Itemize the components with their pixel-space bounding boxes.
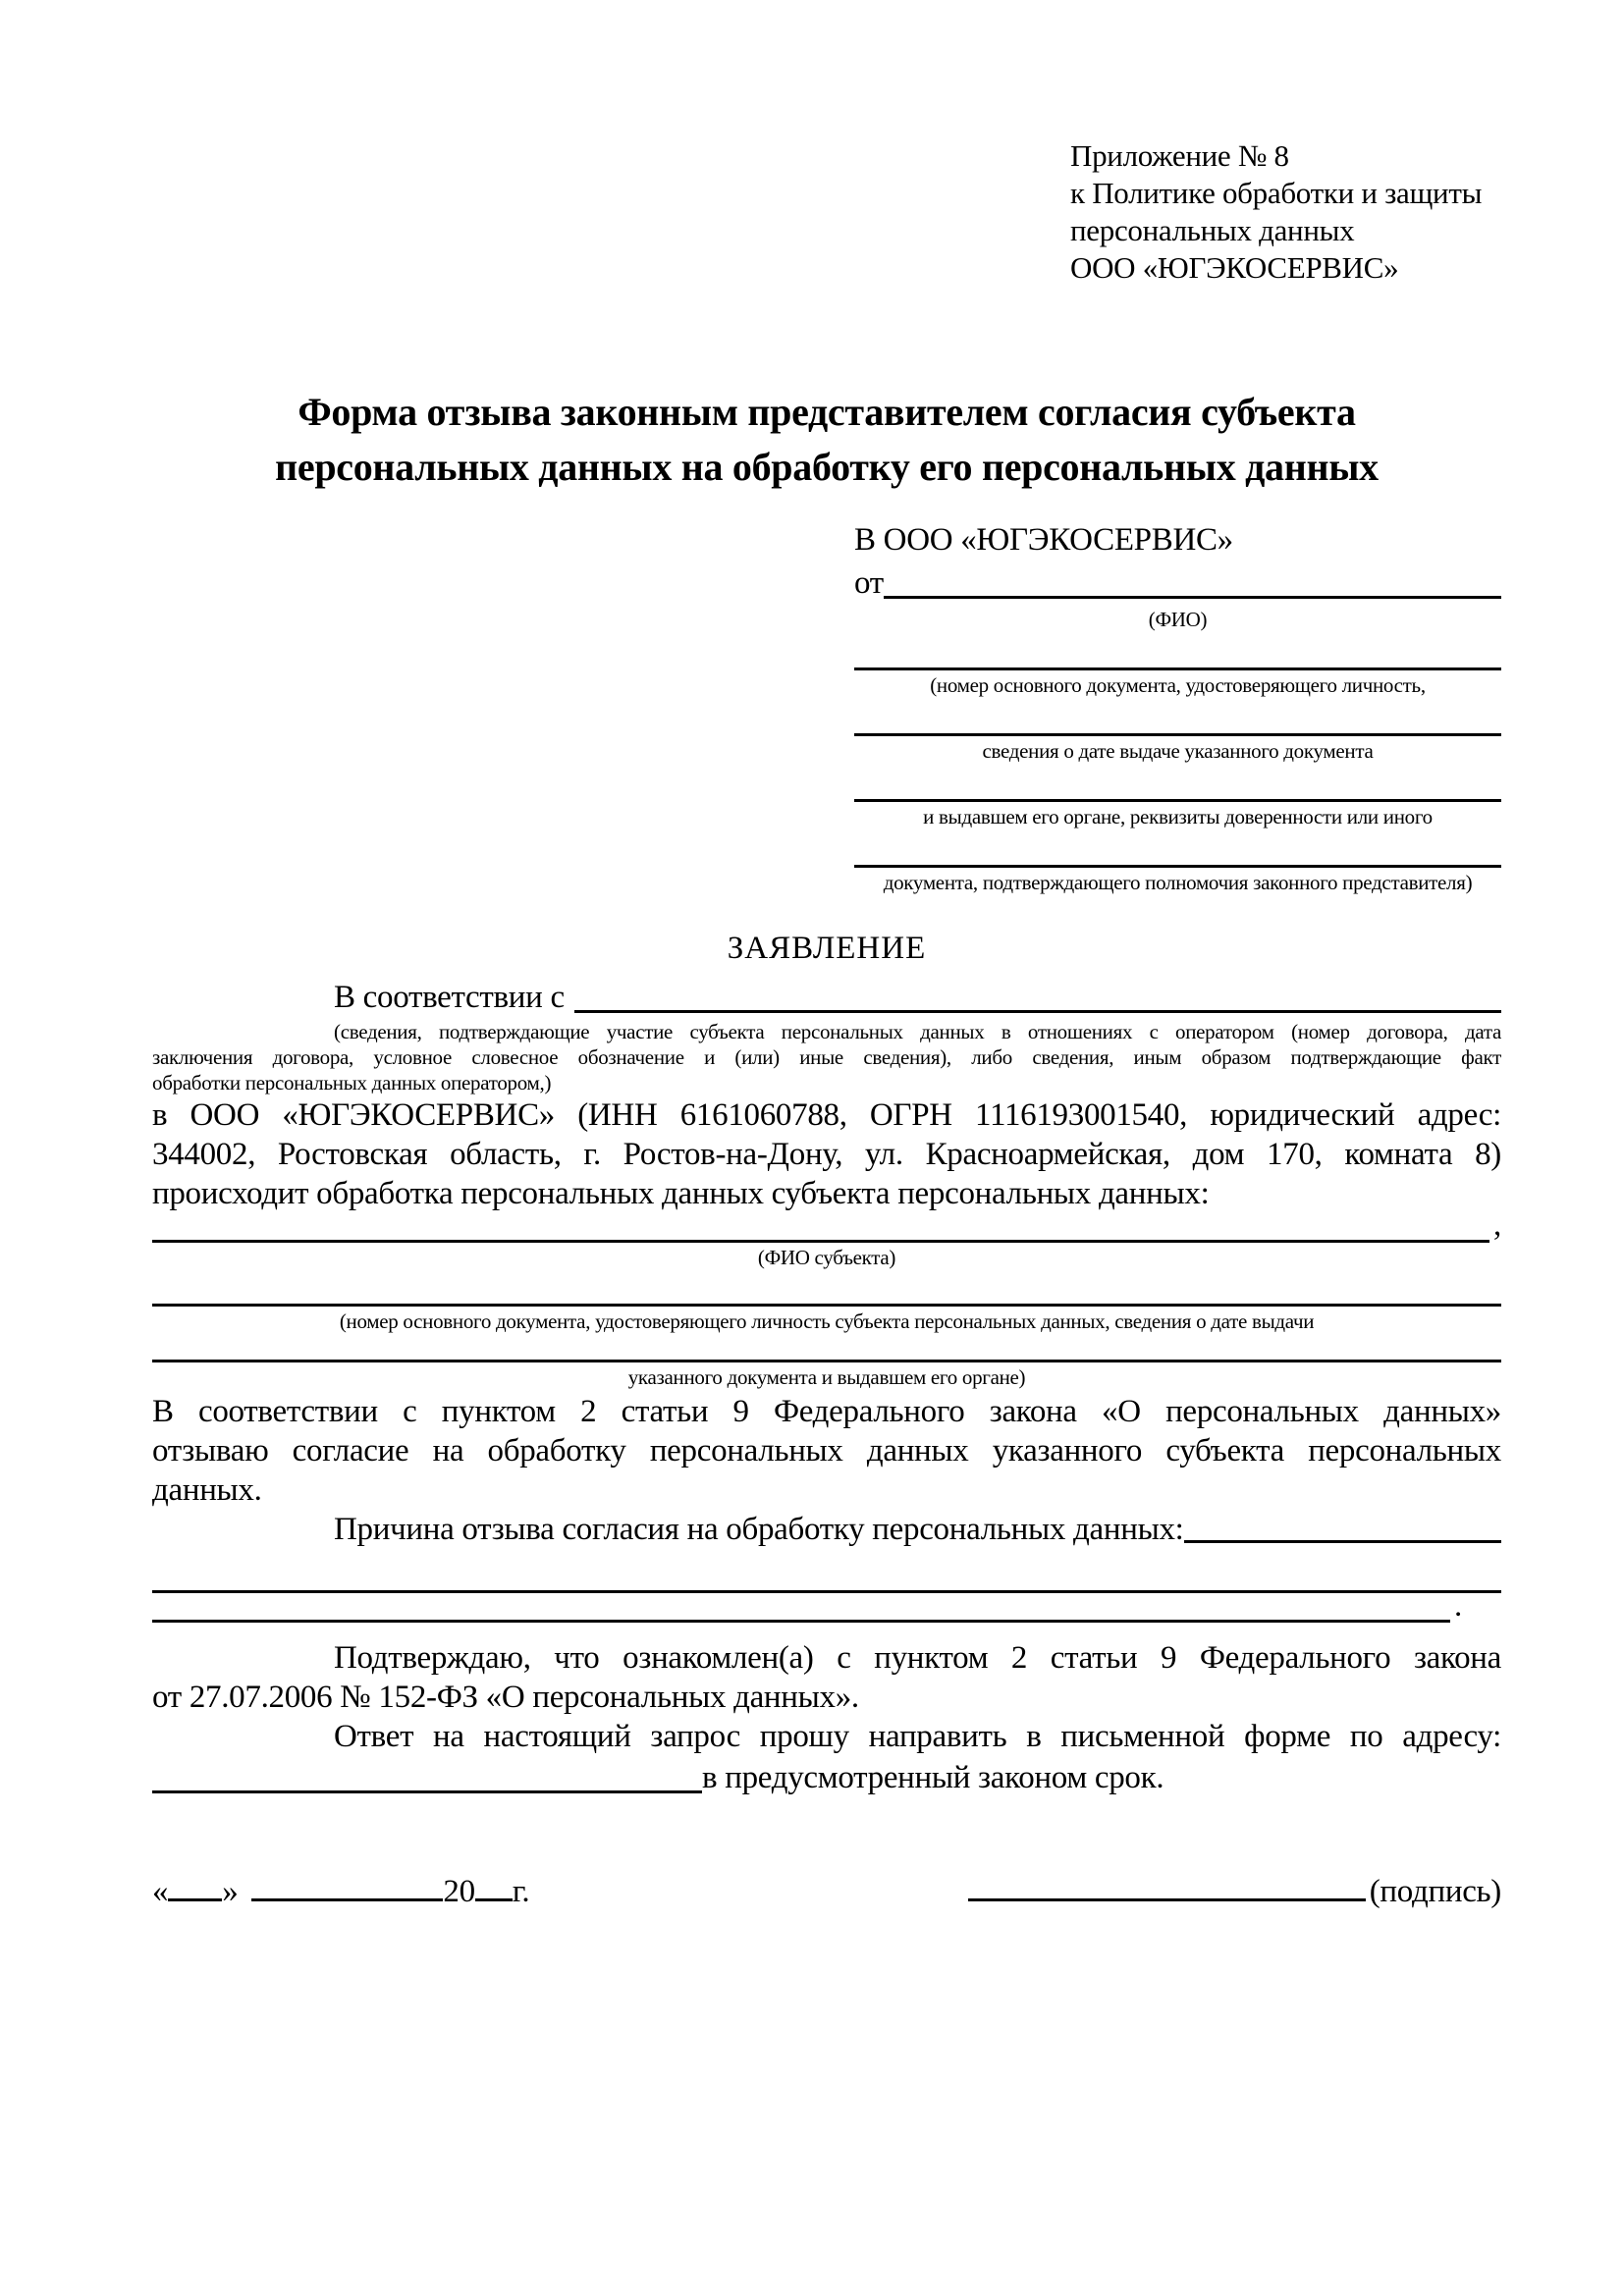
reply-address-row bbox=[152, 1756, 1501, 1799]
date-month-blank bbox=[251, 1898, 443, 1901]
subject-fio-caption: (ФИО субъекта) bbox=[757, 1246, 896, 1269]
withdrawal-paragraph-line: данных. bbox=[152, 1472, 262, 1508]
fio-caption: (ФИО) bbox=[1148, 608, 1208, 631]
accordance-label: В соответствии с bbox=[334, 980, 565, 1015]
doc-blank-line bbox=[854, 766, 1501, 802]
doc-caption: и выдавшем его органе, реквизиты доверенности или иного bbox=[923, 805, 1433, 828]
blank-line-terminator: . bbox=[1454, 1588, 1462, 1624]
doc-caption: документа, подтверждающего полномочия законного представителя) bbox=[883, 871, 1473, 894]
addressee-block bbox=[854, 518, 1501, 897]
acknowledge-paragraph-line: Подтверждаю, что ознакомлен(а) с пунктом 2 статьи 9 Федерального закона bbox=[334, 1640, 1501, 1676]
subject-doc-blank-line bbox=[152, 1336, 1501, 1362]
doc-caption: (номер основного документа, удостоверяющего личность, bbox=[930, 673, 1426, 697]
withdrawal-paragraph bbox=[152, 1392, 1501, 1510]
acknowledge-paragraph-line: от 27.07.2006 № 152-ФЗ «О персональных данных». bbox=[152, 1680, 859, 1715]
subject-trailing-comma: , bbox=[1493, 1207, 1501, 1243]
reason-label: Причина отзыва согласия на обработку персональных данных: bbox=[334, 1512, 1184, 1547]
appendix-header-line: Приложение № 8 bbox=[1070, 138, 1289, 173]
date-quote-open: « bbox=[152, 1874, 169, 1909]
from-label: от bbox=[854, 565, 884, 601]
doc-blank-line bbox=[854, 700, 1501, 736]
subject-doc-caption: указанного документа и выдавшем его органе) bbox=[627, 1365, 1026, 1389]
explanatory-note bbox=[152, 1019, 1501, 1095]
date-year-blank bbox=[475, 1898, 513, 1901]
subject-doc-caption: (номер основного документа, удостоверяющего личность субъекта персональных данных, сведения о дате выдачи bbox=[339, 1309, 1315, 1333]
doc-blank-line bbox=[854, 831, 1501, 868]
reason-blank-line-ending bbox=[152, 1588, 1501, 1624]
appendix-header bbox=[1070, 137, 1501, 287]
statement-heading: ЗАЯВЛЕНИЕ bbox=[727, 931, 927, 966]
appendix-header-line: к Политике обработки и защиты bbox=[1070, 176, 1483, 210]
accordance-row bbox=[152, 976, 1501, 1019]
date-quote-close: » bbox=[222, 1874, 239, 1909]
appendix-header-line: ООО «ЮГЭКОСЕРВИС» bbox=[1070, 250, 1399, 285]
signature-field bbox=[968, 1870, 1501, 1913]
operator-paragraph-line: 344002, Ростовская область, г. Ростов-на-Дону, ул. Красноармейская, дом 170, комната 8) bbox=[152, 1137, 1501, 1172]
subject-fio-row bbox=[152, 1207, 1501, 1243]
reason-blank-line-fill bbox=[152, 1620, 1450, 1623]
document-title-line: Форма отзыва законным представителем согласия субъекта bbox=[298, 390, 1356, 434]
doc-caption: сведения о дате выдаче указанного документа bbox=[982, 739, 1374, 763]
reason-row bbox=[152, 1510, 1501, 1549]
appendix-header-line: персональных данных bbox=[1070, 213, 1355, 247]
operator-paragraph-line: в ООО «ЮГЭКОСЕРВИС» (ИНН 6161060788, ОГРН 1116193001540, юридический адрес: bbox=[152, 1097, 1501, 1133]
date-field bbox=[152, 1870, 529, 1913]
reply-paragraph bbox=[152, 1717, 1501, 1799]
subject-doc-blank-line bbox=[152, 1272, 1501, 1307]
date-year-prefix: 20 bbox=[443, 1874, 475, 1909]
signature-caption: (подпись) bbox=[1369, 1874, 1501, 1909]
date-signature-row bbox=[152, 1870, 1501, 1913]
from-row bbox=[854, 561, 1501, 605]
date-year-suffix: г. bbox=[512, 1874, 530, 1909]
from-blank-line bbox=[884, 596, 1501, 599]
accordance-blank-line bbox=[574, 1010, 1501, 1013]
note-line: обработки персональных данных оператором,) bbox=[152, 1071, 552, 1095]
reason-blank-line-full bbox=[152, 1549, 1501, 1593]
note-line: заключения договора, условное словесное обозначение и (или) иные сведения), либо сведения, иным образом подтверждающие факт bbox=[152, 1045, 1501, 1069]
addressee-organization: В ООО «ЮГЭКОСЕРВИС» bbox=[854, 522, 1233, 558]
note-line: (сведения, подтверждающие участие субъекта персональных данных в отношениях с оператором (номер договора, дата bbox=[334, 1020, 1501, 1043]
date-day-blank bbox=[168, 1898, 222, 1901]
reason-blank-line bbox=[1184, 1540, 1501, 1543]
document-title bbox=[152, 385, 1501, 495]
reply-paragraph-tail: в предусмотренный законом срок. bbox=[702, 1760, 1164, 1795]
reply-paragraph-line: Ответ на настоящий запрос прошу направить в письменной форме по адресу: bbox=[334, 1719, 1501, 1754]
signature-blank-line bbox=[968, 1898, 1366, 1901]
reply-address-blank-line bbox=[152, 1790, 702, 1793]
operator-paragraph bbox=[152, 1095, 1501, 1213]
withdrawal-paragraph-line: отзываю согласие на обработку персональных данных указанного субъекта персональных bbox=[152, 1433, 1501, 1468]
operator-paragraph-line: происходит обработка персональных данных субъекта персональных данных: bbox=[152, 1176, 1210, 1211]
doc-blank-line bbox=[854, 634, 1501, 670]
document-title-line: персональных данных на обработку его персональных данных bbox=[275, 445, 1379, 489]
acknowledge-paragraph bbox=[152, 1638, 1501, 1717]
withdrawal-paragraph-line: В соответствии с пунктом 2 статьи 9 Федерального закона «О персональных данных» bbox=[152, 1394, 1501, 1429]
